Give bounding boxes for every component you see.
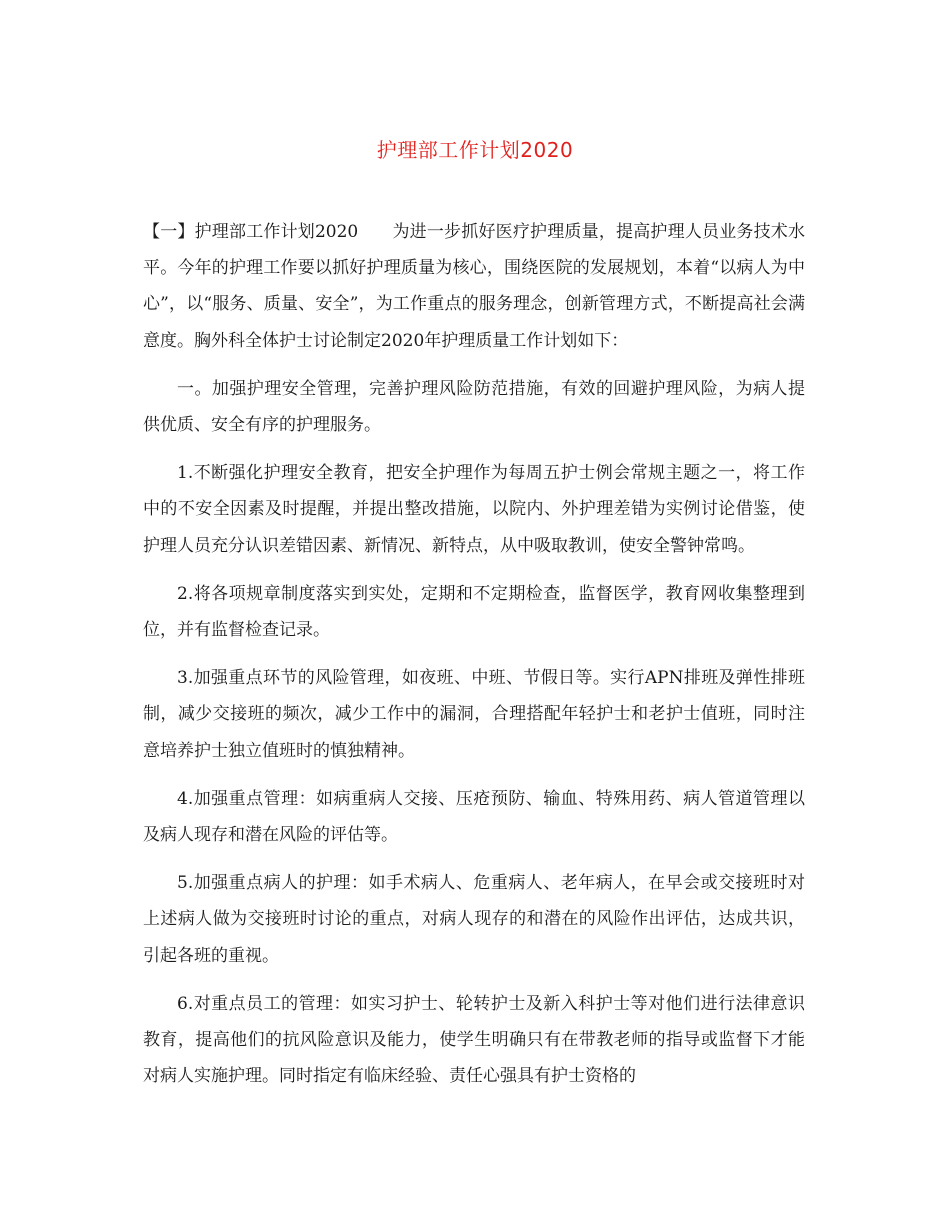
item-2-paragraph: 2.将各项规章制度落实到实处，定期和不定期检查，监督医学，教育网收集整理到位，并有监督检查记录。 bbox=[143, 583, 805, 641]
item-4-paragraph: 4.加强重点管理：如病重病人交接、压疮预防、输血、特殊用药、病人管道管理以及病人现存和潜在风险的评估等。 bbox=[143, 788, 805, 846]
intro-paragraph bbox=[143, 214, 805, 359]
item-5-paragraph: 5.加强重点病人的护理：如手术病人、危重病人、老年病人，在早会或交接班时对上述病人做为交接班时讨论的重点，对病人现存的和潜在的风险作出评估，达成共识，引起各班的重视。 bbox=[143, 873, 805, 966]
section-one-paragraph: 一。加强护理安全管理，完善护理风险防范措施，有效的回避护理风险，为病人提供优质、安全有序的护理服务。 bbox=[143, 378, 805, 436]
intro-text: 为进一步抓好医疗护理质量，提高护理人员业务技术水平。今年的护理工作要以抓好护理质量为核心，围绕医院的发展规划，本着“以病人为中心”，以“服务、质量、安全”，为工作重点的服务理念，创新管理方式，不断提高社会满意度。胸外科全体护士讨论制定2020年护理质量工作计划如下： bbox=[143, 222, 806, 351]
item-1-paragraph: 1.不断强化护理安全教育，把安全护理作为每周五护士例会常规主题之一，将工作中的不安全因素及时提醒，并提出整改措施，以院内、外护理差错为实例讨论借鉴，使护理人员充分认识差错因素、新情况、新特点，从中吸取教训，使安全警钟常鸣。 bbox=[143, 463, 805, 556]
item-6-paragraph: 6.对重点员工的管理：如实习护士、轮转护士及新入科护士等对他们进行法律意识教育，提高他们的抗风险意识及能力，使学生明确只有在带教老师的指导或监督下才能对病人实施护理。同时指定有临床经验、责任心强具有护士资格的 bbox=[143, 993, 805, 1087]
item-3-paragraph: 3.加强重点环节的风险管理，如夜班、中班、节假日等。实行APN排班及弹性排班制，减少交接班的频次，减少工作中的漏洞，合理搭配年轻护士和老护士值班，同时注意培养护士独立值班时的慎独精神。 bbox=[143, 668, 805, 761]
intro-heading: 【一】护理部工作计划2020 bbox=[143, 222, 359, 242]
document-title: 护理部工作计划2020 bbox=[376, 138, 574, 162]
document-body bbox=[143, 214, 805, 1106]
